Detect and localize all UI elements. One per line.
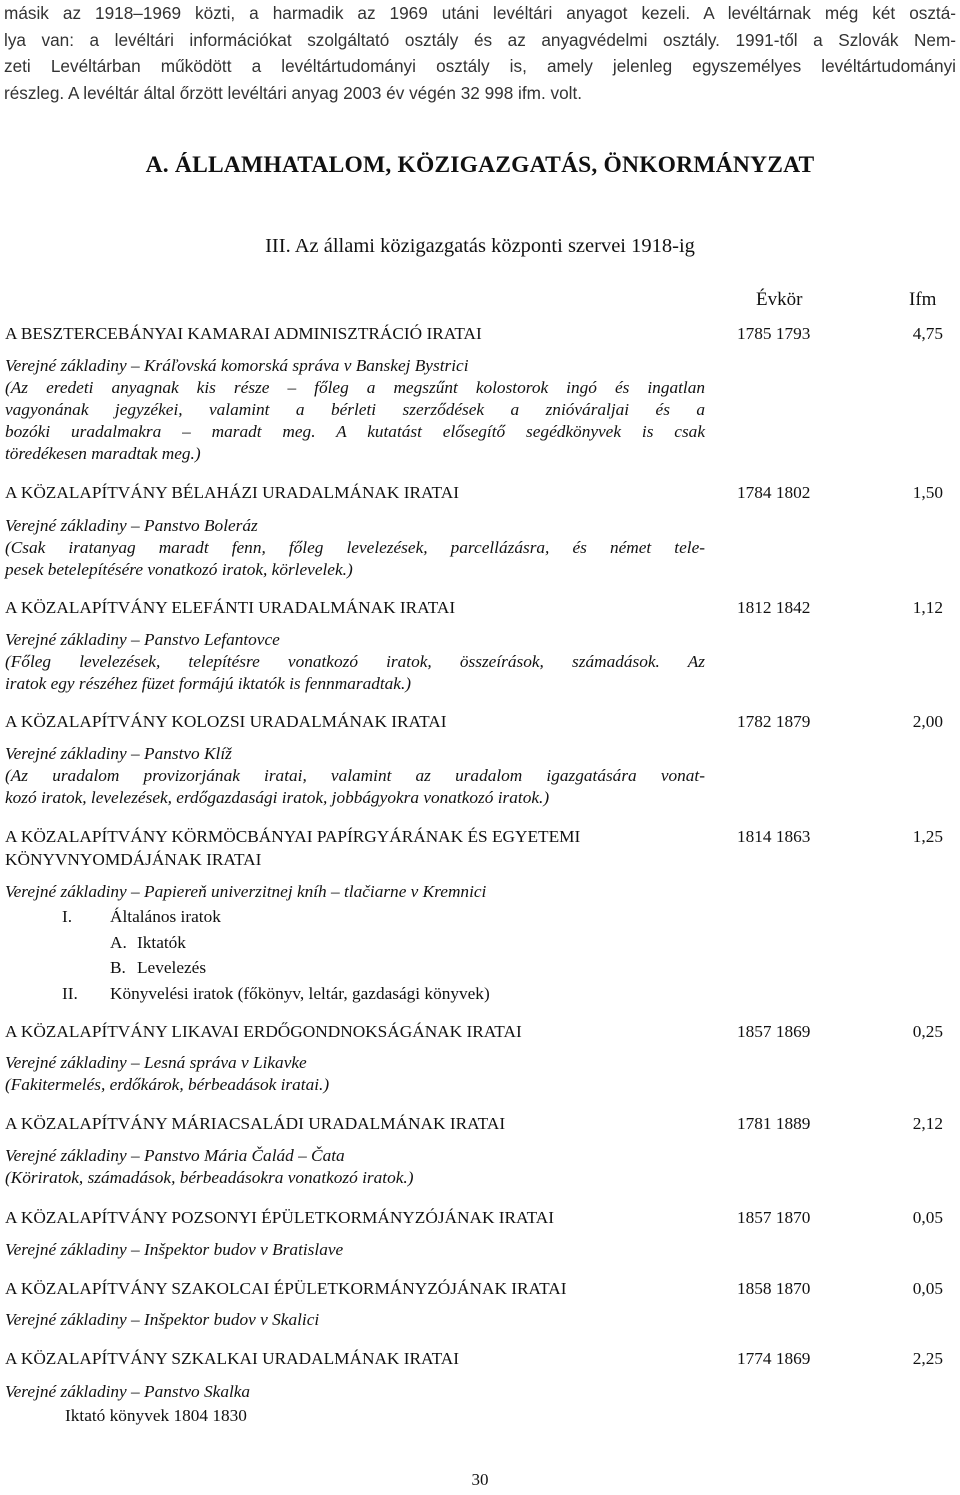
entry-years: 1857 1870 bbox=[737, 1208, 811, 1227]
note-line: (Az uradalom provizorjának iratai, valamint az uradalom igazgatására vonat- bbox=[5, 766, 705, 785]
list-item bbox=[62, 930, 762, 956]
entry-ifm: 0,05 bbox=[912, 1279, 943, 1298]
entry-header bbox=[5, 1347, 955, 1370]
entry-title: A KÖZALAPÍTVÁNY ELEFÁNTI URADALMÁNAK IRATAI bbox=[5, 598, 456, 617]
entry-details bbox=[5, 881, 705, 903]
entry-years: 1784 1802 bbox=[737, 483, 811, 502]
entry-years: 1858 1870 bbox=[737, 1279, 811, 1298]
entry-ifm: 2,00 bbox=[912, 712, 943, 731]
note-line: (Köriratok, számadások, bérbeadásokra vonatkozó iratok.) bbox=[5, 1168, 414, 1187]
entry-ifm: 2,12 bbox=[912, 1114, 943, 1133]
entry-years: 1812 1842 bbox=[737, 598, 811, 617]
entry-ifm: 0,25 bbox=[912, 1022, 943, 1041]
entry-extra bbox=[65, 1405, 765, 1427]
entry-header bbox=[5, 1206, 955, 1229]
list-item bbox=[62, 904, 762, 930]
slovak-name: Verejné základiny – Inšpektor budov v Bratislave bbox=[5, 1240, 344, 1259]
entry-years: 1781 1889 bbox=[737, 1114, 811, 1133]
entry-title: A KÖZALAPÍTVÁNY SZAKOLCAI ÉPÜLETKORMÁNYZÓJÁNAK IRATAI bbox=[5, 1279, 567, 1298]
entry-ifm: 2,25 bbox=[912, 1349, 943, 1368]
entry-note bbox=[5, 765, 705, 809]
list-text: Levelezés bbox=[137, 958, 207, 977]
note-line: (Csak iratanyag maradt fenn, főleg levelezések, parcellázásra, és német tele- bbox=[5, 538, 705, 557]
entry-header bbox=[5, 1112, 955, 1135]
entry-note bbox=[5, 1167, 705, 1189]
slovak-name: Verejné základiny – Panstvo Klíž bbox=[5, 744, 232, 763]
list-number: A. bbox=[110, 932, 127, 952]
extra-text: Iktató könyvek 1804 1830 bbox=[65, 1406, 247, 1425]
entry-ifm: 0,05 bbox=[912, 1208, 943, 1227]
slovak-name: Verejné základiny – Lesná správa v Likavke bbox=[5, 1053, 307, 1072]
entry-title: A KÖZALAPÍTVÁNY POZSONYI ÉPÜLETKORMÁNYZÓJÁNAK IRATAI bbox=[5, 1208, 555, 1227]
slovak-name: Verejné základiny – Kráľovská komorská správa v Banskej Bystrici bbox=[5, 356, 469, 375]
entry-details bbox=[5, 355, 705, 465]
entry-ifm: 1,12 bbox=[912, 598, 943, 617]
note-line: pesek betelepítésére vonatkozó iratok, körlevelek.) bbox=[5, 560, 353, 579]
list-number: I. bbox=[62, 907, 73, 926]
entry-title: A KÖZALAPÍTVÁNY MÁRIACSALÁDI URADALMÁNAK IRATAI bbox=[5, 1114, 506, 1133]
note-line: iratok egy részéhez füzet formájú iktatók is fennmaradtak.) bbox=[5, 674, 412, 693]
note-line: (Az eredeti anyagnak kis része – főleg a megszűnt kolostorok ingó és ingatlan bbox=[5, 378, 705, 397]
entry-header bbox=[5, 322, 955, 345]
entry-years: 1814 1863 bbox=[737, 827, 811, 846]
list-number: II. bbox=[62, 983, 78, 1003]
intro-paragraph bbox=[4, 0, 956, 106]
slovak-name: Verejné základiny – Panstvo Boleráz bbox=[5, 516, 258, 535]
intro-line: másik az 1918–1969 közti, a harmadik az 1969 utáni levéltári anyagot kezeli. A levéltárnak még két osztá- bbox=[4, 3, 956, 23]
entry-note bbox=[5, 537, 705, 581]
column-header-years: Évkör bbox=[756, 289, 803, 310]
entry-header bbox=[5, 1020, 955, 1043]
page-number: 30 bbox=[471, 1470, 489, 1489]
entry-header bbox=[5, 1277, 955, 1300]
entry-ifm: 1,50 bbox=[912, 483, 943, 502]
entry-details bbox=[5, 743, 705, 809]
list-item bbox=[62, 955, 762, 981]
note-line: bozóki uradalmakra – maradt meg. A kutatást elősegítő segédkönyvek is csak bbox=[5, 422, 705, 441]
slovak-name: Verejné základiny – Panstvo Lefantovce bbox=[5, 630, 280, 649]
subsection-title: III. Az állami közigazgatás központi szervei 1918-ig bbox=[265, 235, 695, 257]
entry-details bbox=[5, 629, 705, 695]
intro-line: lya van: a levéltári információkat szolgáltató osztály és az anyagvédelmi osztály. 1991-től a Szlovák Nem- bbox=[4, 29, 956, 50]
entry-title: A KÖZALAPÍTVÁNY LIKAVAI ERDŐGONDNOKSÁGÁNAK IRATAI bbox=[5, 1022, 522, 1041]
slovak-name: Verejné základiny – Inšpektor budov v Skalici bbox=[5, 1310, 320, 1329]
intro-line: részleg. A levéltár által őrzött levéltári anyag 2003 év végén 32 998 ifm. volt. bbox=[4, 82, 583, 103]
entry-ifm: 4,75 bbox=[912, 324, 943, 343]
note-line: vagyonának jegyzékei, valamint a bérleti szerződések a znióváraljai és a bbox=[5, 400, 705, 419]
entry-header bbox=[5, 825, 955, 871]
outline-list bbox=[62, 904, 762, 1006]
slovak-name: Verejné základiny – Panstvo Skalka bbox=[5, 1382, 251, 1401]
entry-ifm: 1,25 bbox=[912, 827, 943, 846]
entry-details bbox=[5, 1145, 705, 1189]
entry-title: A KÖZALAPÍTVÁNY SZKALKAI URADALMÁNAK IRATAI bbox=[5, 1349, 459, 1368]
entry-details bbox=[5, 1381, 705, 1403]
slovak-name: Verejné základiny – Panstvo Mária Čalád – Čata bbox=[5, 1146, 345, 1165]
entry-title: A KÖZALAPÍTVÁNY KOLOZSI URADALMÁNAK IRATAI bbox=[5, 712, 447, 731]
list-number: B. bbox=[110, 958, 126, 977]
note-line: (Főleg levelezések, telepítésre vonatkozó iratok, összeírások, számadások. Az bbox=[5, 652, 705, 671]
entry-title: A KÖZALAPÍTVÁNY BÉLAHÁZI URADALMÁNAK IRATAI bbox=[5, 483, 459, 502]
list-text: Általános iratok bbox=[110, 907, 221, 926]
entry-years: 1785 1793 bbox=[737, 324, 811, 343]
entry-years: 1857 1869 bbox=[737, 1022, 811, 1041]
entry-details bbox=[5, 515, 705, 581]
list-text: Könyvelési iratok (főkönyv, leltár, gazdasági könyvek) bbox=[110, 983, 490, 1003]
slovak-name: Verejné základiny – Papiereň univerzitnej kníh – tlačiarne v Kremnici bbox=[5, 882, 487, 901]
entry-years: 1782 1879 bbox=[737, 712, 811, 731]
note-line: (Fakitermelés, erdőkárok, bérbeadások iratai.) bbox=[5, 1075, 330, 1094]
entry-title-line: A KÖZALAPÍTVÁNY KÖRMÖCBÁNYAI PAPÍRGYÁRÁNAK ÉS EGYETEMI bbox=[5, 827, 581, 846]
section-title: A. ÁLLAMHATALOM, KÖZIGAZGATÁS, ÖNKORMÁNYZAT bbox=[145, 152, 815, 178]
entry-note bbox=[5, 377, 705, 465]
entry-details bbox=[5, 1052, 705, 1096]
entry-details bbox=[5, 1239, 705, 1261]
column-header-ifm: Ifm bbox=[909, 289, 937, 310]
note-line: kozó iratok, levelezések, erdőgazdasági iratok, jobbágyokra vonatkozó iratok.) bbox=[5, 788, 550, 807]
entry-header bbox=[5, 710, 955, 733]
entry-title-line: KÖNYVNYOMDÁJÁNAK IRATAI bbox=[5, 850, 262, 869]
entry-title: A BESZTERCEBÁNYAI KAMARAI ADMINISZTRÁCIÓ IRATAI bbox=[5, 324, 482, 343]
entry-header bbox=[5, 481, 955, 504]
entry-note bbox=[5, 1074, 705, 1096]
note-line: töredékesen maradtak meg.) bbox=[5, 444, 201, 463]
list-text: Iktatók bbox=[137, 932, 186, 952]
entry-details bbox=[5, 1309, 705, 1331]
entry-years: 1774 1869 bbox=[737, 1349, 811, 1368]
entry-note bbox=[5, 651, 705, 695]
entry-header bbox=[5, 596, 955, 619]
intro-line: zeti Levéltárban működött a levéltártudományi osztály is, amely jelenleg egyszemélyes levéltártudományi bbox=[4, 56, 956, 76]
list-item bbox=[62, 981, 762, 1007]
